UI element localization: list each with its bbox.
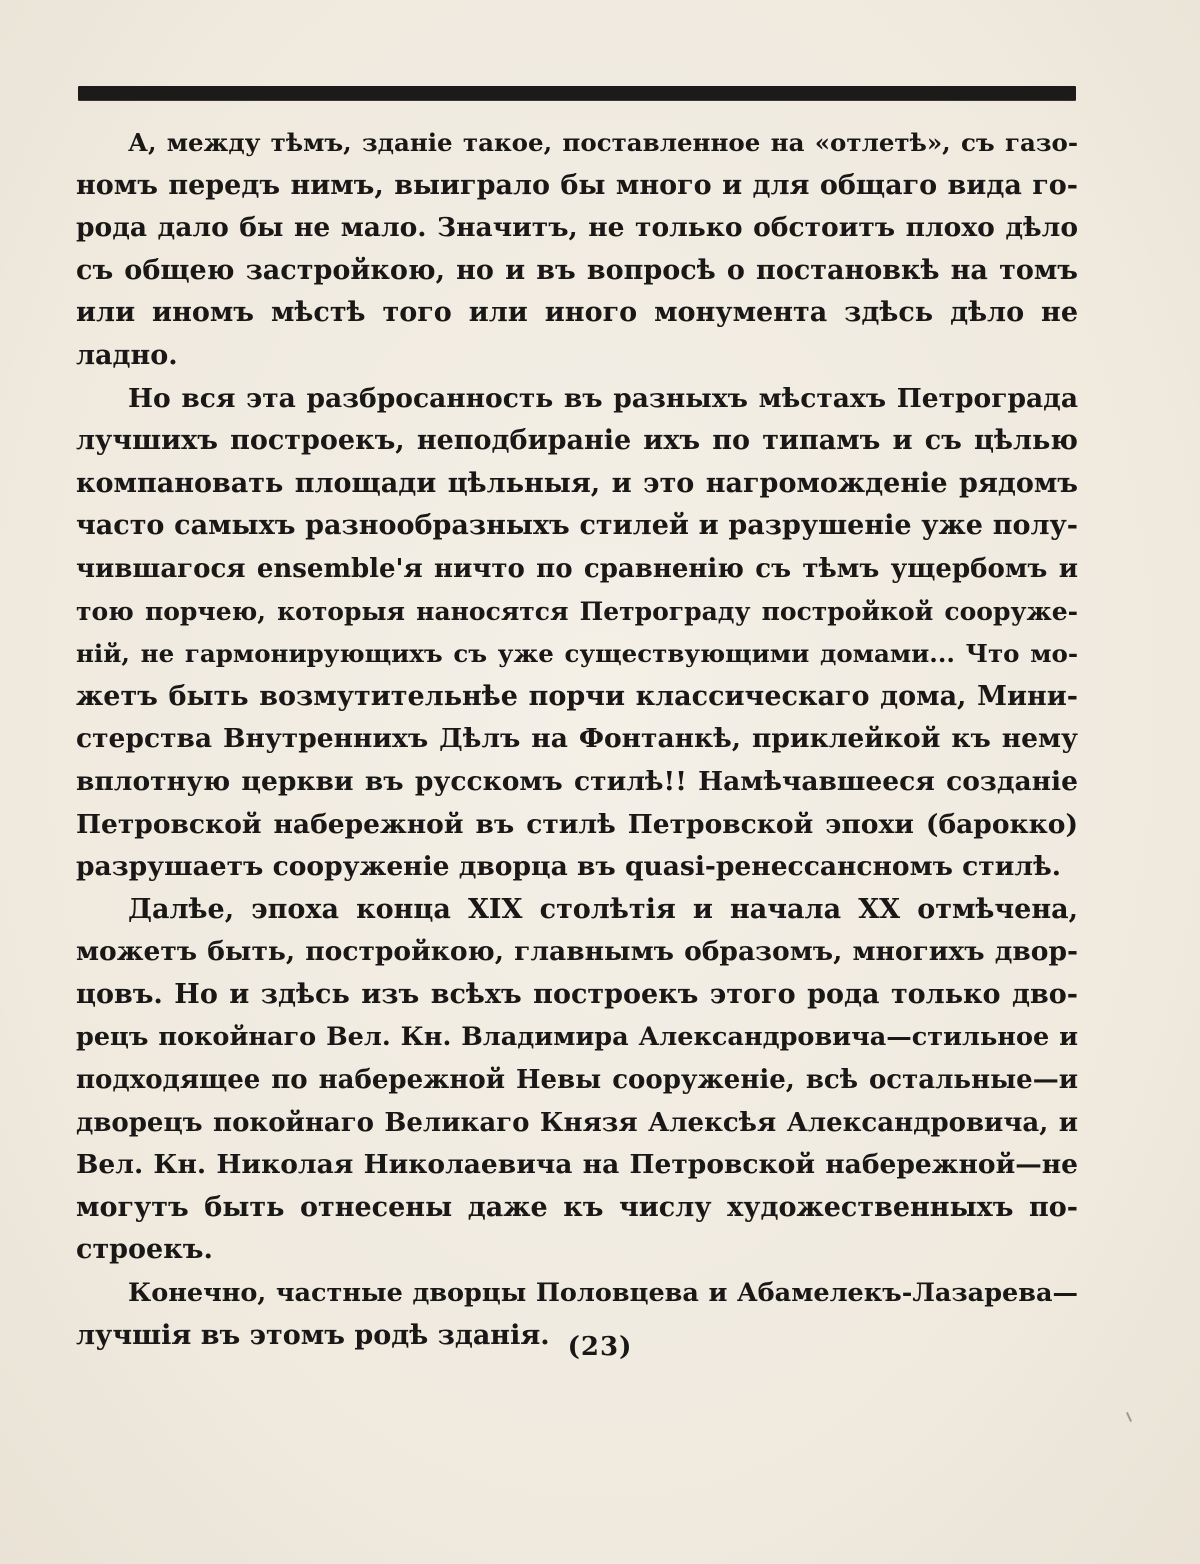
text-line: дворецъ покойнаго Великаго Князя Алексѣя Александровича, и [76, 1107, 1078, 1138]
text-line: подходящее по набережной Невы сооруженіе, всѣ остальные—и [76, 1065, 1078, 1096]
text-line: могутъ быть отнесены даже къ числу художественныхъ по- [76, 1191, 1078, 1223]
text-line: рецъ покойнаго Вел. Кн. Владимира Александровича—стильное и [76, 1022, 1078, 1053]
text-line: стерства Внутреннихъ Дѣлъ на Фонтанкѣ, приклейкой къ нему [76, 723, 1078, 755]
text-line: Петровской набережной въ стилѣ Петровской эпохи (барокко) [76, 808, 1078, 840]
text-line: Вел. Кн. Николая Николаевича на Петровской набережной—не [76, 1149, 1078, 1181]
header-rule [78, 86, 1076, 100]
text-line: можетъ быть, постройкою, главнымъ образомъ, многихъ двор- [76, 936, 1078, 968]
text-line: цовъ. Но и здѣсь изъ всѣхъ построекъ этого рода только дво- [76, 978, 1078, 1010]
text-line: ній, не гармонирующихъ съ уже существующими домами... Что мо- [76, 639, 1078, 669]
text-line: жетъ быть возмутительнѣе порчи классическаго дома, Мини- [76, 680, 1078, 712]
text-line: съ общею застройкою, но и въ вопросѣ о постановкѣ на томъ [76, 254, 1078, 286]
text-line: часто самыхъ разнообразныхъ стилей и разрушеніе уже полу- [76, 510, 1078, 542]
page-number: (23) [567, 1332, 633, 1362]
text-line: разрушаетъ сооруженіе дворца въ quasi-ренессансномъ стилѣ. [76, 851, 1061, 883]
text-line: лучшихъ построекъ, неподбираніе ихъ по типамъ и съ цѣлью [76, 425, 1078, 457]
text-line: компановать площади цѣльныя, и это нагроможденіе рядомъ [76, 467, 1078, 499]
text-line: или иномъ мѣстѣ того или иного монумента здѣсь дѣло не [76, 297, 1078, 329]
paper-speck [1126, 1412, 1132, 1422]
text-line: вплотную церкви въ русскомъ стилѣ!! Намѣчавшееся созданіе [76, 765, 1078, 797]
text-line: строекъ. [76, 1234, 213, 1266]
page-body-text [76, 122, 1078, 1357]
text-line: ладно. [76, 339, 178, 371]
text-line: Но вся эта разбросанность въ разныхъ мѣстахъ Петрограда [128, 382, 1078, 414]
text-line: чившагося ensemble'я ничто по сравненію съ тѣмъ ущербомъ и [76, 553, 1078, 584]
text-line: номъ передъ нимъ, выиграло бы много и для общаго вида го- [76, 169, 1078, 201]
text-line: А, между тѣмъ, зданіе такое, поставленное на «отлетѣ», съ газо- [128, 128, 1078, 157]
text-line: Далѣе, эпоха конца XIX столѣтія и начала XX отмѣчена, [128, 893, 1078, 925]
text-line: Конечно, частные дворцы Половцева и Абамелекъ-Лазарева— [128, 1278, 1078, 1309]
text-line: лучшія въ этомъ родѣ зданія. [76, 1319, 550, 1351]
text-line: рода дало бы не мало. Значитъ, не только обстоитъ плохо дѣло [76, 212, 1078, 244]
text-line: тою порчею, которыя наносятся Петрограду постройкой сооруже- [76, 596, 1078, 626]
